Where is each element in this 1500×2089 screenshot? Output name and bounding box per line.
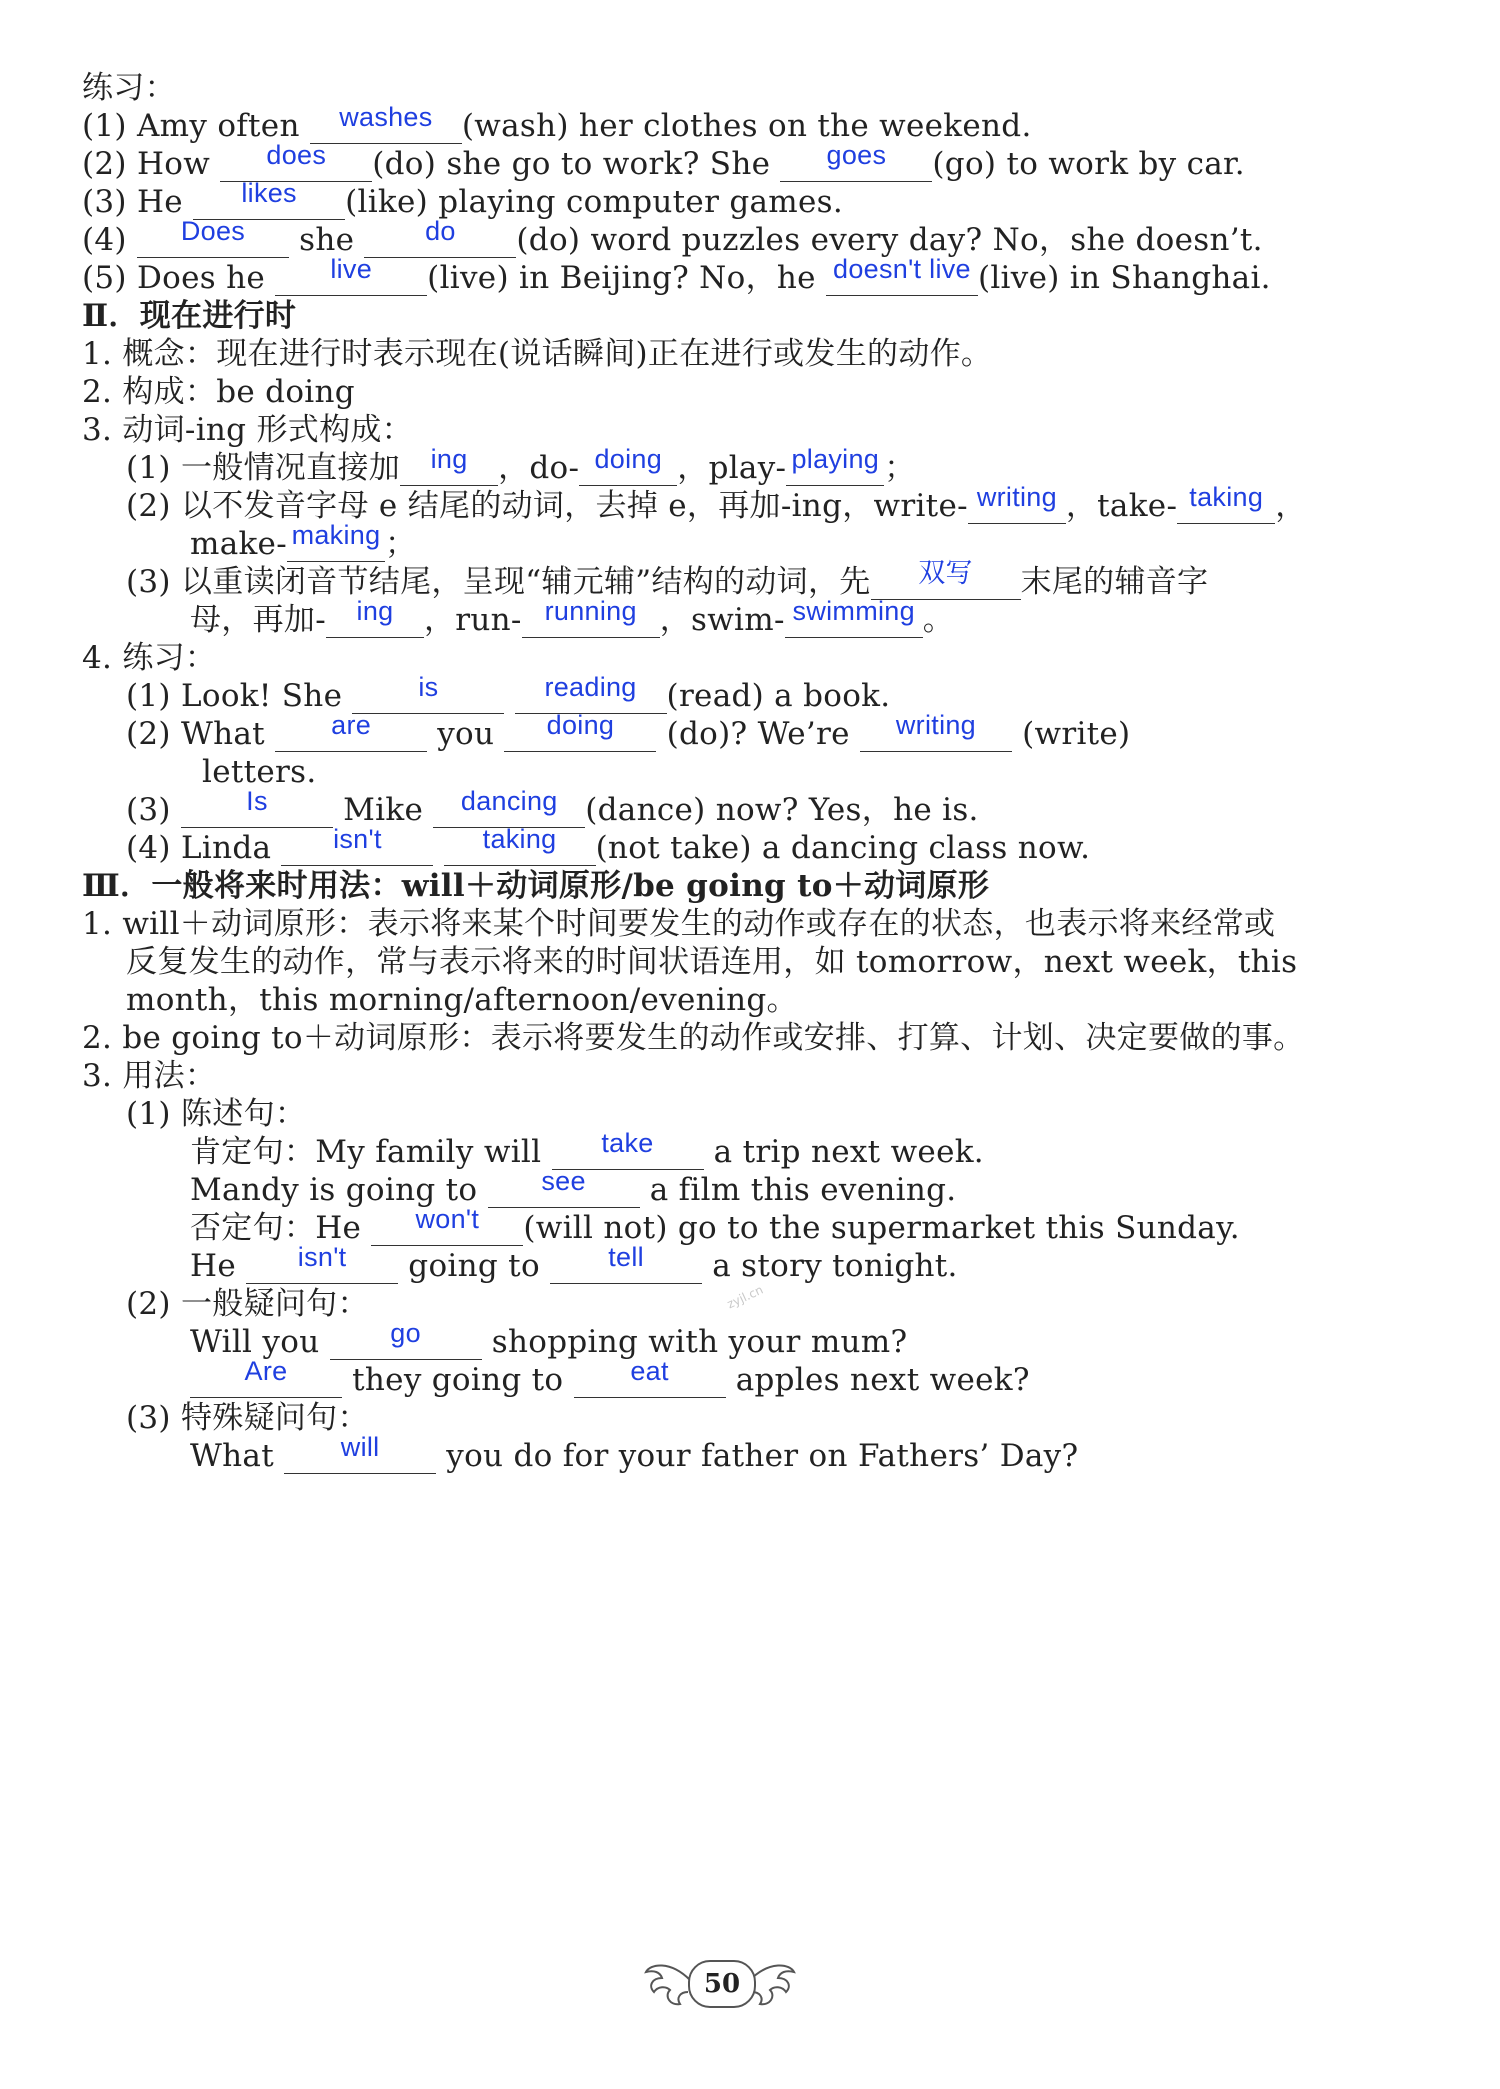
exercise-2-q3: (3) Is Mike dancing (dance) now? Yes，he is. bbox=[126, 786, 979, 828]
watermark: zyjl.cn bbox=[724, 1282, 766, 1312]
answer-blank[interactable]: goes bbox=[780, 147, 932, 182]
ing-rule-2: (2) 以不发音字母 e 结尾的动词，去掉 e，再加-ing，write- writing ，take- taking ， bbox=[126, 482, 1307, 524]
answer-blank[interactable]: dancing bbox=[433, 793, 585, 828]
page-number: 50 bbox=[688, 1960, 756, 2008]
answer-blank[interactable]: reading bbox=[515, 679, 667, 714]
answer-blank[interactable]: tell bbox=[550, 1249, 702, 1284]
usage-wh-label: (3) 特殊疑问句： bbox=[126, 1400, 369, 1436]
exercise-title: 练习： bbox=[82, 70, 176, 106]
answer-blank[interactable]: taking bbox=[1177, 489, 1275, 524]
section-2-heading: Ⅱ．现在进行时 bbox=[82, 298, 297, 334]
ing-rule-2-cont: make- making ； bbox=[190, 520, 417, 562]
affirmative-1: 肯定句：My family will take a trip next week. bbox=[190, 1128, 984, 1170]
answer-blank[interactable]: is bbox=[352, 679, 504, 714]
section-2-point-4: 4. 练习： bbox=[82, 640, 217, 676]
answer-blank[interactable]: taking bbox=[444, 831, 596, 866]
affirmative-2: Mandy is going to see a film this evening. bbox=[190, 1166, 957, 1208]
answer-blank[interactable]: won't bbox=[371, 1211, 523, 1246]
answer-blank[interactable]: take bbox=[552, 1135, 704, 1170]
exercise-2-q4: (4) Linda isn't taking (not take) a dancing class now. bbox=[126, 824, 1091, 866]
answer-blank[interactable]: Does bbox=[137, 223, 289, 258]
answer-blank[interactable]: isn't bbox=[246, 1249, 398, 1284]
section-3-point-3: 3. 用法： bbox=[82, 1058, 217, 1094]
answer-blank[interactable]: washes bbox=[310, 109, 462, 144]
answer-blank[interactable]: doesn't live bbox=[826, 261, 978, 296]
exercise-2-q2: (2) What are you doing (do)? We’re writing (write) bbox=[126, 710, 1131, 752]
section-3-point-1-cont2: month，this morning/afternoon/evening。 bbox=[126, 982, 798, 1018]
negative-2: He isn't going to tell a story tonight. bbox=[190, 1242, 958, 1284]
answer-blank[interactable]: likes bbox=[193, 185, 345, 220]
answer-blank[interactable]: live bbox=[275, 261, 427, 296]
ing-rule-3-cont: 母，再加- ing ，run- running ，swim- swimming 。 bbox=[190, 596, 955, 638]
section-3-heading: Ⅲ．一般将来时用法：will＋动词原形/be going to＋动词原形 bbox=[82, 868, 990, 904]
section-2-point-2: 2. 构成：be doing bbox=[82, 374, 355, 410]
yesno-2: Are they going to eat apples next week? bbox=[190, 1360, 1030, 1400]
page-number-ornament bbox=[640, 1950, 800, 2020]
exercise-1-q2: (2) How does (do) she go to work? She goes (go) to work by car. bbox=[82, 140, 1245, 182]
answer-blank[interactable]: eat bbox=[574, 1363, 726, 1398]
answer-blank[interactable]: isn't bbox=[281, 831, 433, 866]
answer-blank[interactable]: ing bbox=[326, 603, 424, 638]
ing-rule-1: (1) 一般情况直接加 ing ，do- doing ，play- playing ； bbox=[126, 444, 916, 486]
wh-question-1: What will you do for your father on Fathers’ Day? bbox=[190, 1432, 1079, 1474]
section-3-point-1: 1. will＋动词原形：表示将来某个时间要发生的动作或存在的状态，也表示将来经常或 bbox=[82, 906, 1276, 942]
answer-blank[interactable]: will bbox=[284, 1439, 436, 1474]
usage-yesno-label: (2) 一般疑问句： bbox=[126, 1286, 369, 1322]
answer-blank[interactable]: go bbox=[330, 1325, 482, 1360]
section-3-point-1-cont: 反复发生的动作，常与表示将来的时间状语连用，如 tomorrow，next week，this bbox=[126, 944, 1298, 980]
answer-blank[interactable]: Are bbox=[190, 1363, 342, 1398]
answer-blank[interactable]: writing bbox=[860, 717, 1012, 752]
answer-blank[interactable]: 双写 bbox=[871, 565, 1021, 600]
exercise-1-q1: (1) Amy often washes (wash) her clothes on the weekend. bbox=[82, 102, 1032, 144]
answer-blank[interactable]: swimming bbox=[785, 603, 923, 638]
answer-blank[interactable]: ing bbox=[400, 451, 498, 486]
section-2-point-3: 3. 动词-ing 形式构成： bbox=[82, 412, 413, 448]
answer-blank[interactable]: doing bbox=[579, 451, 677, 486]
yesno-1: Will you go shopping with your mum? bbox=[190, 1318, 908, 1360]
usage-declarative-label: (1) 陈述句： bbox=[126, 1096, 307, 1132]
negative-1: 否定句：He won't (will not) go to the supermarket this Sunday. bbox=[190, 1204, 1240, 1246]
answer-blank[interactable]: see bbox=[488, 1173, 640, 1208]
answer-blank[interactable]: making bbox=[287, 527, 385, 562]
ing-rule-3: (3) 以重读闭音节结尾，呈现“辅元辅”结构的动词，先 双写 末尾的辅音字 bbox=[126, 558, 1209, 600]
answer-blank[interactable]: doing bbox=[504, 717, 656, 752]
answer-blank[interactable]: does bbox=[220, 147, 372, 182]
answer-blank[interactable]: do bbox=[364, 223, 516, 258]
answer-blank[interactable]: are bbox=[275, 717, 427, 752]
answer-blank[interactable]: playing bbox=[786, 451, 884, 486]
answer-blank[interactable]: Is bbox=[181, 793, 333, 828]
section-3-point-2: 2. be going to＋动词原形：表示将要发生的动作或安排、打算、计划、决定要做的事。 bbox=[82, 1020, 1305, 1056]
exercise-2-q1: (1) Look! She is reading (read) a book. bbox=[126, 672, 891, 714]
exercise-1-q3: (3) He likes (like) playing computer games. bbox=[82, 178, 843, 220]
exercise-1-q4: (4) Does she do (do) word puzzles every day? No，she doesn’t. bbox=[82, 216, 1263, 258]
exercise-1-q5: (5) Does he live (live) in Beijing? No，he doesn't live (live) in Shanghai. bbox=[82, 254, 1271, 296]
answer-blank[interactable]: writing bbox=[968, 489, 1066, 524]
answer-blank[interactable]: running bbox=[522, 603, 660, 638]
section-2-point-1: 1. 概念：现在进行时表示现在(说话瞬间)正在进行或发生的动作。 bbox=[82, 336, 993, 372]
exercise-2-q2-cont: letters. bbox=[202, 754, 317, 790]
